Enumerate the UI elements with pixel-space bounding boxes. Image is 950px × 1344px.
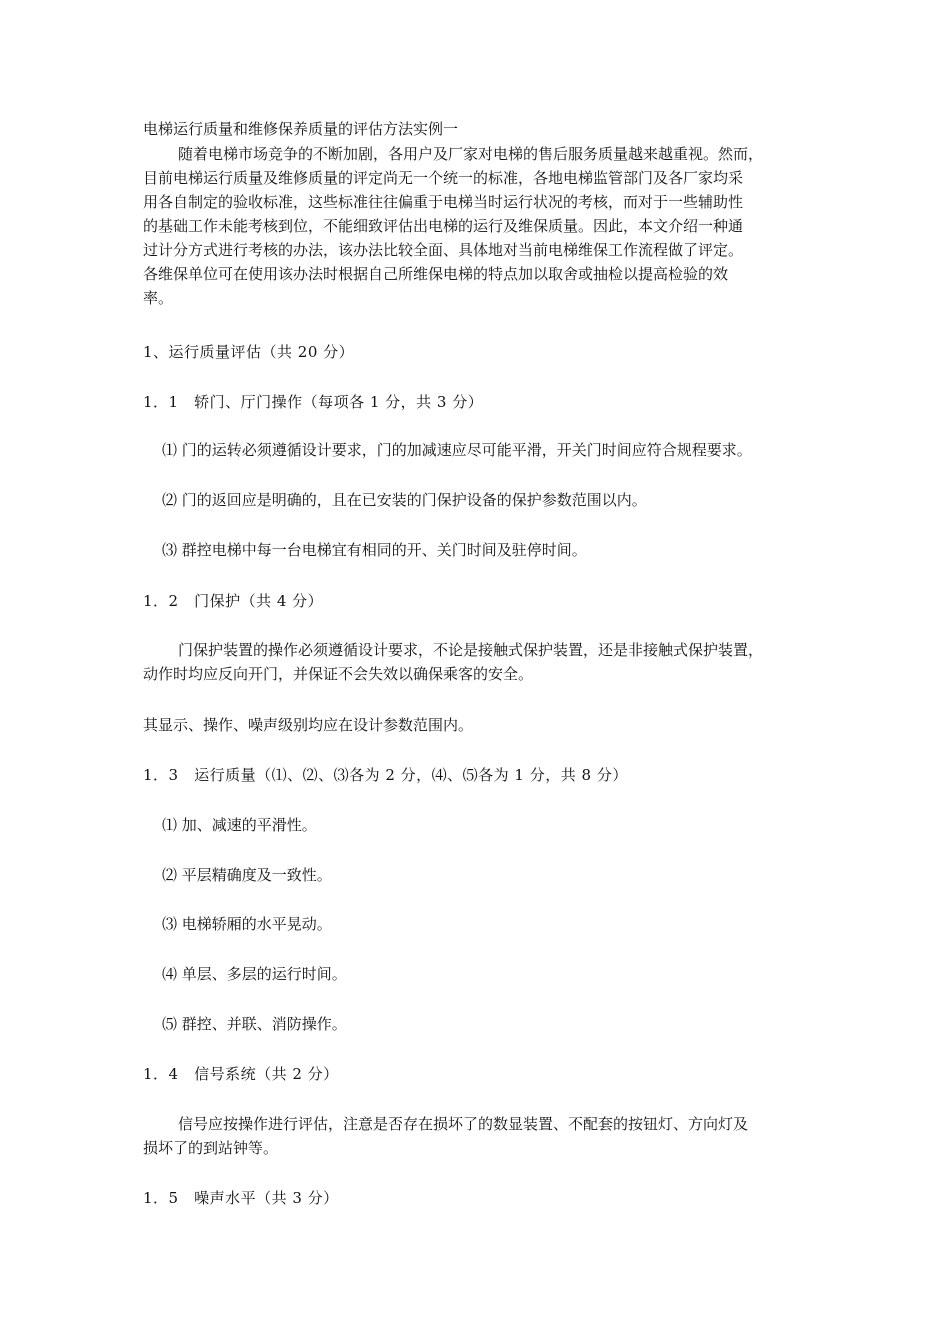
intro-line: 过计分方式进行考核的办法，该办法比较全面、具体地对当前电梯维保工作流程做了评定。 xyxy=(143,241,744,259)
list-item: ⑴ 门的运转必须遵循设计要求，门的加减速应尽可能平滑，开关门时间应符合规程要求。 xyxy=(162,441,752,459)
subsection-heading: 1．4 信号系统（共 2 分） xyxy=(143,1065,339,1083)
list-item: ⑴ 加、减速的平滑性。 xyxy=(162,816,317,834)
list-item: ⑵ 门的返回应是明确的，且在已安装的门保护设备的保护参数范围以内。 xyxy=(162,491,647,509)
intro-line: 各维保单位可在使用该办法时根据自己所维保电梯的特点加以取舍或抽检以提高检验的效 xyxy=(143,265,729,283)
subsection-heading: 1．3 运行质量（⑴、⑵、⑶各为 2 分，⑷、⑸各为 1 分，共 8 分） xyxy=(143,766,628,784)
paragraph-line: 门保护装置的操作必须遵循设计要求，不论是接触式保护装置，还是非接触式保护装置， xyxy=(178,641,764,659)
paragraph: 其显示、操作、噪声级别均应在设计参数范围内。 xyxy=(143,716,474,734)
intro-line: 随着电梯市场竞争的不断加剧，各用户及厂家对电梯的售后服务质量越来越重视。然而， xyxy=(178,145,764,163)
section-heading: 1、运行质量评估（共 20 分） xyxy=(143,343,355,361)
list-item: ⑶ 群控电梯中每一台电梯宜有相同的开、关门时间及驻停时间。 xyxy=(162,541,587,559)
intro-line: 率。 xyxy=(143,289,174,307)
paragraph-line: 信号应按操作进行评估，注意是否存在损坏了的数显装置、不配套的按钮灯、方向灯及 xyxy=(178,1115,749,1133)
intro-line: 用各自制定的验收标准，这些标准往往偏重于电梯当时运行状况的考核，而对于一些辅助性 xyxy=(143,193,744,211)
list-item: ⑶ 电梯轿厢的水平晃动。 xyxy=(162,915,332,933)
document-title: 电梯运行质量和维修保养质量的评估方法实例一 xyxy=(143,120,459,138)
paragraph-line: 动作时均应反向开门，并保证不会失效以确保乘客的安全。 xyxy=(143,665,534,683)
paragraph-line: 损坏了的到站钟等。 xyxy=(143,1139,279,1157)
intro-line: 目前电梯运行质量及维修质量的评定尚无一个统一的标准，各地电梯监管部门及各厂家均采 xyxy=(143,169,744,187)
intro-line: 的基础工作未能考核到位，不能细致评估出电梯的运行及维保质量。因此，本文介绍一种通 xyxy=(143,217,744,235)
list-item: ⑷ 单层、多层的运行时间。 xyxy=(162,965,347,983)
subsection-heading: 1．5 噪声水平（共 3 分） xyxy=(143,1189,339,1207)
list-item: ⑸ 群控、并联、消防操作。 xyxy=(162,1015,347,1033)
list-item: ⑵ 平层精确度及一致性。 xyxy=(162,866,332,884)
subsection-heading: 1．1 轿门、厅门操作（每项各 1 分，共 3 分） xyxy=(143,393,484,411)
subsection-heading: 1．2 门保护（共 4 分） xyxy=(143,592,324,610)
